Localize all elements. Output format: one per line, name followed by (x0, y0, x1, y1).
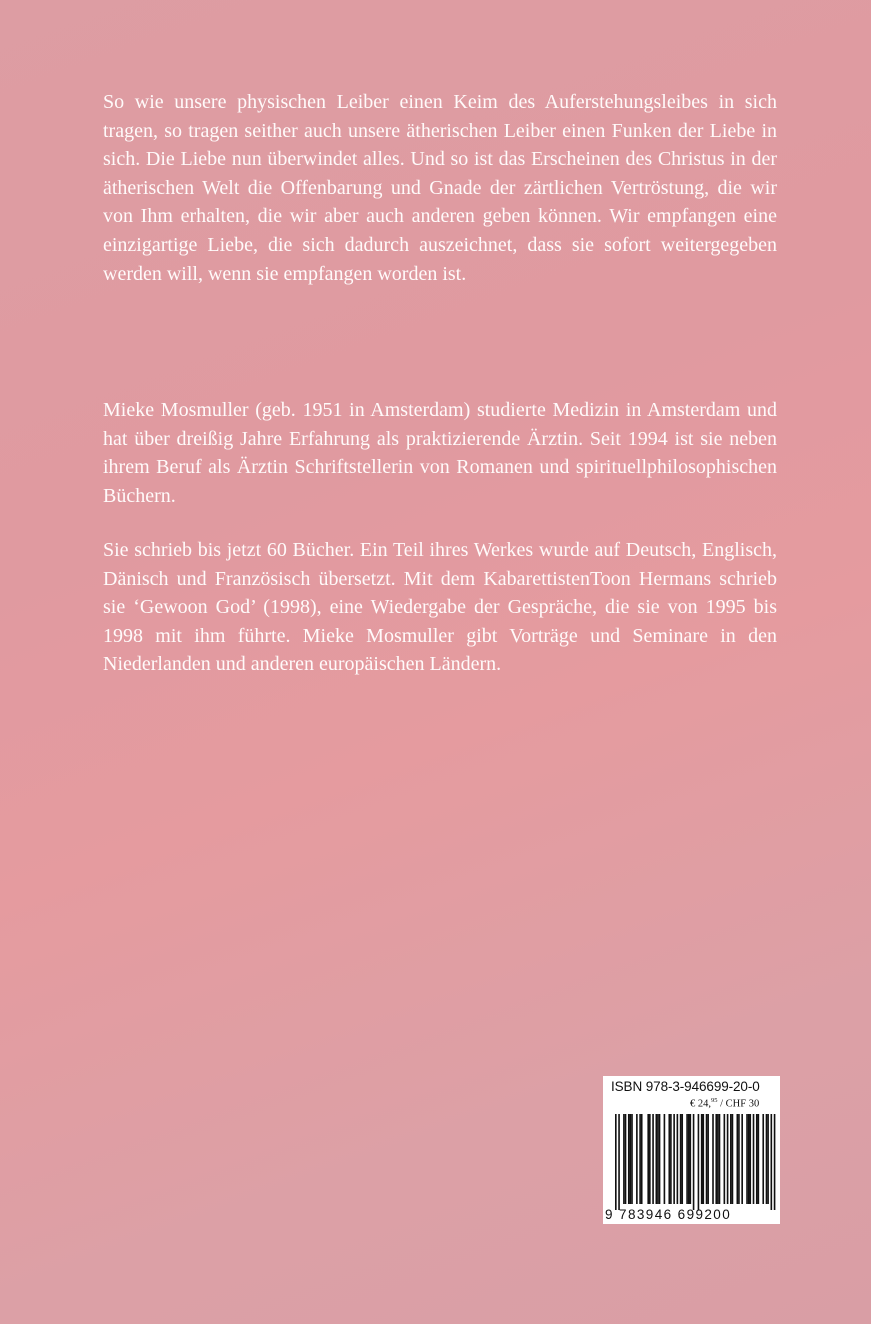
barcode-bar (712, 1114, 714, 1204)
barcode-bar (641, 1114, 643, 1204)
barcode-bar (717, 1114, 719, 1204)
price-euro-cents: 95 (711, 1097, 718, 1104)
price-label (690, 1097, 759, 1110)
barcode-bar (762, 1114, 764, 1204)
barcode-bar (630, 1114, 632, 1204)
barcode-bar (693, 1114, 695, 1210)
price-euro: € 24, (690, 1098, 711, 1110)
author-bio-paragraph-2: Sie schrieb bis jetzt 60 Bücher. Ein Teil ihres Werkes wurde auf Deutsch, Englisch, Dänisch und Französisch übersetzt. Mit dem KabarettistenToon Hermans schrieb sie ‘Gewoon God’ (1998), eine Wiedergabe der Gespräche, die sie von 1995 bis 1998 mit ihm führte. Mieke Mosmuller gibt Vorträge und Seminare in den Niederlanden und anderen europäischen Ländern. (103, 539, 777, 676)
barcode-bar (748, 1114, 750, 1204)
barcode-bar (774, 1114, 776, 1210)
barcode-bar (649, 1114, 651, 1204)
barcode-bar (730, 1114, 732, 1204)
barcode-bar (631, 1114, 633, 1204)
barcode-digits: 9 783946 699200 (605, 1207, 732, 1222)
barcode-bar (746, 1114, 748, 1204)
barcode-bar (766, 1114, 768, 1204)
barcode-bar (681, 1114, 683, 1204)
barcode-bar (753, 1114, 755, 1204)
barcode-bar (686, 1114, 688, 1204)
barcode-bar (688, 1114, 690, 1204)
barcode-bar (737, 1114, 739, 1204)
barcode-bar (724, 1114, 726, 1204)
barcode-bar (680, 1114, 682, 1204)
barcode-bar (615, 1114, 617, 1210)
blurb-paragraph: So wie unsere physischen Leiber einen Keim des Auferstehungsleibes in sich tragen, so tragen seither auch unsere ätherischen Leiber einen Funken der Liebe in sich. Die Liebe nun überwindet alles. Und so ist das Erscheinen des Christus in der ätherischen Welt die Offenbarung und Gnade der zärtlichen Vertröstung, die wir von Ihm erhalten, die wir aber auch anderen geben können. Wir empfangen eine einzigartige Liebe, die sich dadurch auszeichnet, dass sie sofort weitergegeben werden will, wenn sie empfangen worden ist. (103, 91, 777, 285)
barcode-bar (639, 1114, 641, 1204)
barcode-bar (702, 1114, 704, 1204)
barcode-bar (727, 1114, 729, 1204)
barcode-bar (738, 1114, 740, 1204)
barcode-bar (677, 1114, 679, 1204)
price-chf: / CHF 30 (717, 1098, 760, 1110)
barcode-bar (652, 1114, 654, 1204)
barcode-bar (670, 1114, 672, 1204)
author-bio-paragraph-1: Mieke Mosmuller (geb. 1951 in Amsterdam) studierte Medizin in Amsterdam und hat über dreißig Jahre Erfahrung als praktizierende Ärztin. Seit 1994 ist sie neben ihrem Beruf als Ärztin Schriftstellerin von Romanen und spirituellphilosophischen Büchern. (103, 399, 777, 507)
barcode-bar (698, 1114, 700, 1210)
isbn-barcode (603, 1076, 780, 1224)
isbn-label: ISBN 978-3-946699-20-0 (611, 1079, 760, 1094)
barcode-bar (701, 1114, 703, 1204)
barcode-bar (749, 1114, 751, 1204)
barcode-bar (741, 1114, 743, 1204)
barcode-bar (647, 1114, 649, 1204)
barcode-bar (715, 1114, 717, 1204)
barcode-bar (659, 1114, 661, 1204)
barcode-bar (767, 1114, 769, 1204)
barcode-bar (636, 1114, 638, 1204)
barcode-bar (707, 1114, 709, 1204)
barcode-bar (719, 1114, 721, 1204)
barcode-bar (657, 1114, 659, 1204)
barcode-bar (690, 1114, 692, 1204)
barcode-bar (673, 1114, 675, 1204)
barcode-bar (668, 1114, 670, 1204)
barcode-bar (732, 1114, 734, 1204)
barcode-bar (623, 1114, 625, 1204)
barcode-bar (656, 1114, 658, 1204)
barcode-bar (628, 1114, 630, 1204)
barcode-bar (758, 1114, 760, 1204)
barcode-bar (756, 1114, 758, 1204)
barcode-bar (664, 1114, 666, 1204)
barcode-bar (771, 1114, 773, 1210)
barcode-bar (618, 1114, 620, 1210)
barcode-bar (706, 1114, 708, 1204)
barcode-bar (625, 1114, 627, 1204)
